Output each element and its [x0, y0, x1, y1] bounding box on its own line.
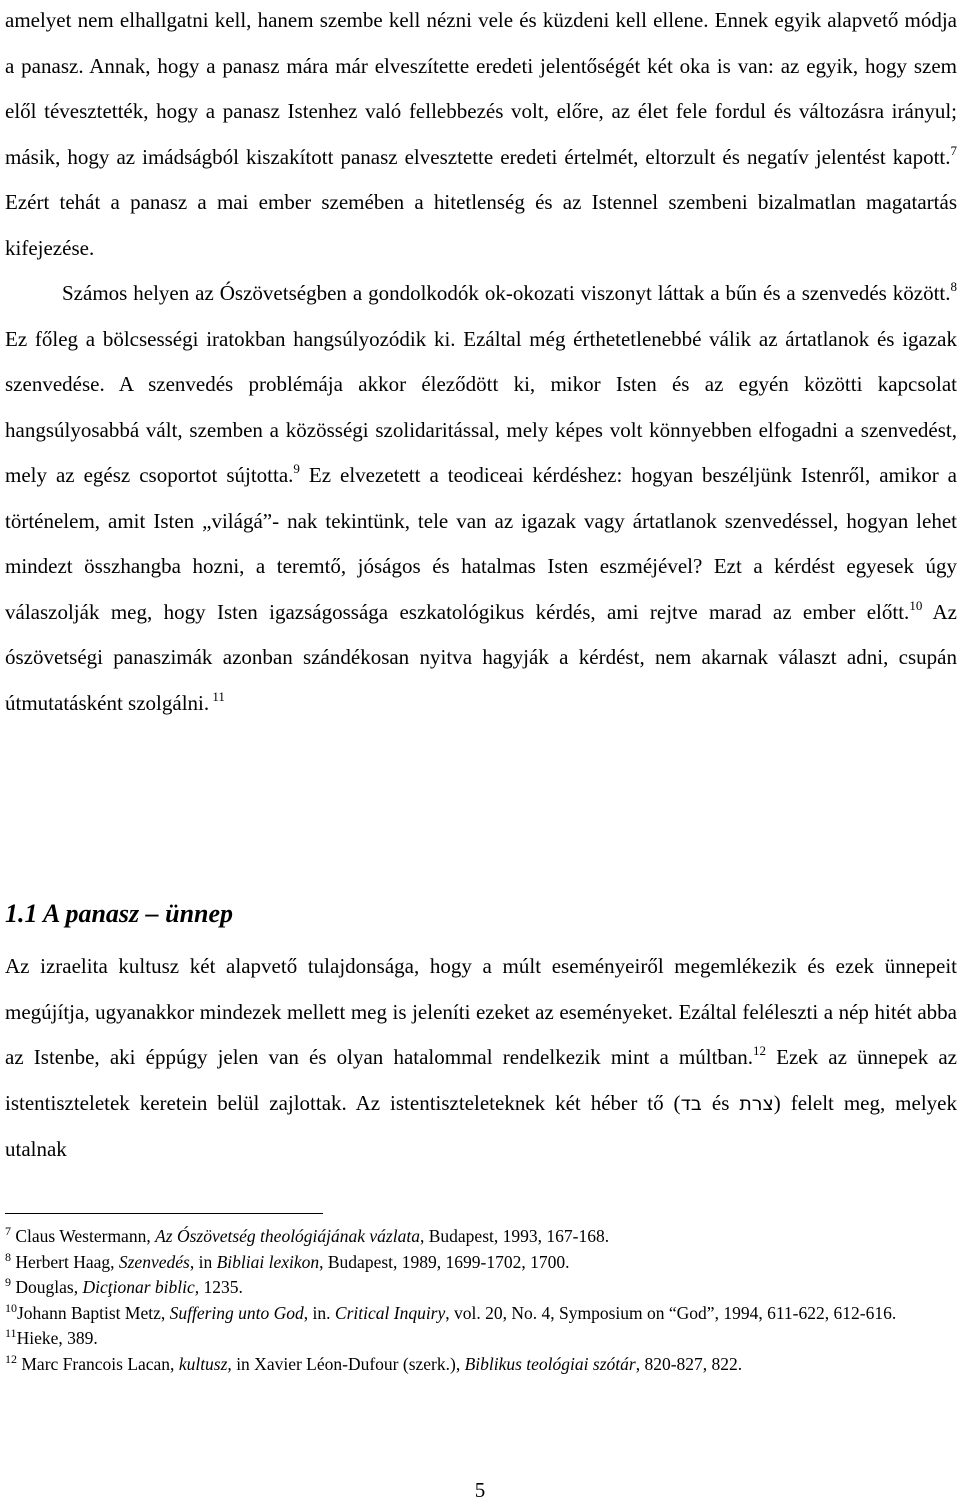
footnote-ref-10[interactable]: 10 [909, 597, 923, 613]
footnote-separator [5, 1213, 323, 1214]
paragraph-text: és [701, 1090, 740, 1115]
body-paragraph [5, 944, 957, 1173]
paragraph-text: amelyet nem elhallgatni kell, hanem szembe kell nézni vele és küzdeni kell ellene. Ennek egyik alapvető módja a panasz. Annak, hogy a panasz mára már elveszítette eredeti jelentőségét két oka is van: az egyik, hogy szem elől tévesztették, hogy a panasz Istenhez való fellebbezés volt, előre, az élet fele fordul és változásra irányul; másik, hogy az imádságból kiszakított panasz elvesztette eredeti értelmét, eltorzult és negatív jelentést kapott. [5, 8, 957, 169]
paragraph-text: Ez elvezetett a teodiceai kérdéshez: hogyan beszéljünk Istenről, amikor a történelem, amit Isten „világá”- nak tekintünk, tele van az igazak vagy ártatlanok szenvedéssel, hogyan lehet mindezt összhangba hozni, a teremtő, jóságos és hatalmas Isten eszméjével? Ezt a kérdést egyesek úgy válaszolják meg, hogy Isten igazságossága eszkatológikus kérdés, ami rejtve marad az ember előtt. [5, 463, 957, 624]
footnote-12: $^{12}$ Marc Francois Lacan, kultusz, in Xavier Léon-Dufour (szerk.), Biblikus teológiai szótár, 820-827, 822. [5, 1351, 743, 1374]
footnote-ref-9[interactable]: 9 [293, 461, 300, 476]
section-heading: 1.1 A panasz – ünnep [5, 899, 234, 928]
paragraph-text: Számos helyen az Ószövetségben a gondolkodók ok-okozati viszonyt láttak a bűn és a szenvedés között. [62, 281, 951, 305]
footnote-ref-11[interactable]: 11 [209, 688, 225, 704]
body-paragraph [5, 0, 957, 726]
footnote-8: $^8$ Herbert Haag, Szenvedés, in Bibliai lexikon, Budapest, 1989, 1699-1702, 1700. [5, 1249, 570, 1272]
footnote-ref-7[interactable]: 7 [950, 142, 957, 158]
footnotes [5, 1224, 957, 1377]
paragraph-text: Ezek az ünnepek az istentiszteletek keretein belül zajlottak. Az istentiszteleteknek két héber tő ( [5, 1045, 957, 1115]
paragraph-text: Az ószövetségi panaszimák azonban szándékosan nyitva hagyják a kérdést, nem akarnak választ adni, csupán útmutatásként szolgálni. [5, 599, 958, 715]
hebrew-root: צרת [739, 1092, 774, 1115]
footnote-9: $^9$ Douglas, Dicţionar biblic, 1235. [5, 1275, 243, 1297]
paragraph-text: ) felelt meg, melyek utalnak [5, 1090, 957, 1161]
page-number: 5 [474, 1478, 486, 1502]
paragraph-text: Ez főleg a bölcsességi iratokban hangsúlyozódik ki. Ezáltal még érthetetlenebbé válik az ártatlanok és igazak szenvedése. A szenvedés problémája akkor éleződött ki, mikor Isten és az egyén közötti kapcsolat hangsúlyosabbá vált, szemben a közösségi szolidaritással, mely képes volt könnyebben elfogadni a szenvedést, mely az egész csoportot sújtotta. [5, 326, 957, 487]
paragraph-text: Az izraelita kultusz két alapvető tulajdonsága, hogy a múlt eseményeiről megemlékezik és ezek ünnepeit megújítja, ugyanakkor mindezek mellett meg is jeleníti ezeket az eseményeket. Ezáltal feléleszti a nép hitét abba az Istenbe, aki éppúgy jelen van és olyan hatalommal rendelkezik mint a múltban. [5, 954, 957, 1069]
footnote-ref-12[interactable]: 12 [753, 1043, 767, 1058]
hebrew-root: בד [680, 1092, 702, 1115]
footnote-11: $^{11}$Hieke, 389. [5, 1326, 98, 1348]
footnote-7: $^7$ Claus Westermann, Az Ószövetség theológiájának vázlata, Budapest, 1993, 167-168. [5, 1224, 610, 1246]
footnote-ref-8[interactable]: 8 [950, 279, 957, 294]
paragraph-text: Ezért tehát a panasz a mai ember szemében a hitetlenség és az Istennel szembeni bizalmatlan magatartás kifejezése. [5, 190, 957, 260]
footnote-10: $^{10}$Johann Baptist Metz, Suffering unto God, in. Critical Inquiry, vol. 20, No. 4, Symposium on “God”, 1994, 611-622, 612-616. [5, 1300, 897, 1323]
